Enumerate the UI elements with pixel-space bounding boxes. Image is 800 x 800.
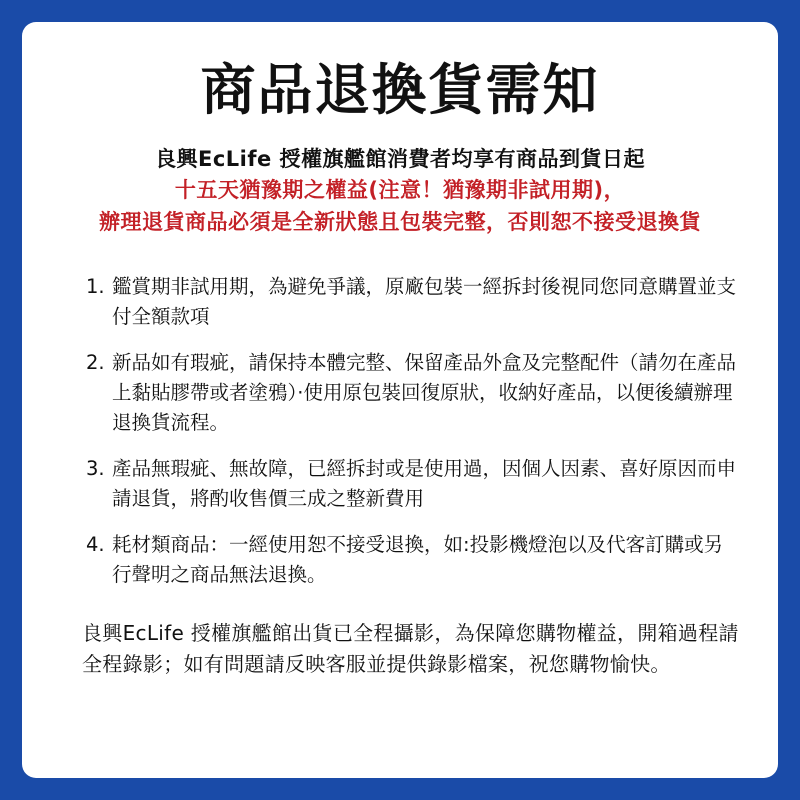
notice-content <box>22 22 778 778</box>
list-item-number: 1. <box>86 275 105 299</box>
list-item-text: 鑑賞期非試用期，為避免爭議，原廠包裝一經拆封後視同您同意購置並支付全額款項 <box>112 275 737 328</box>
subtitle-line-1: 良興EcLife 授權旗艦館消費者均享有商品到貨日起 <box>154 146 646 171</box>
subtitle-block <box>52 144 748 239</box>
notice-card <box>22 22 778 778</box>
list-item-text: 耗材類商品：一經使用恕不接受退換，如:投影機燈泡以及代客訂購或另行聲明之商品無法退換。 <box>112 533 724 587</box>
list-item-number: 4. <box>86 533 105 557</box>
list-item-text: 產品無瑕疵、無故障，已經拆封或是使用過，因個人因素、喜好原因而申請退貨，將酌收售價三成之整新費用 <box>112 457 737 510</box>
subtitle-line-2: 十五天猶豫期之權益(注意！猶豫期非試用期)， <box>174 178 626 203</box>
list-item <box>86 530 742 589</box>
list-item-number: 3. <box>86 457 105 481</box>
list-item-number: 2. <box>86 351 105 375</box>
list-item-text: 新品如有瑕疵，請保持本體完整、保留產品外盒及完整配件（請勿在產品上黏貼膠帶或者塗鴉）·使用原包裝回復原狀，收納好產品，以便後續辦理退換貨流程。 <box>112 351 737 434</box>
subtitle-line-3: 辦理退貨商品必須是全新狀態且包裝完整，否則恕不接受退換貨 <box>99 209 701 234</box>
list-item <box>86 454 742 513</box>
list-item <box>86 348 742 437</box>
footer-note: 良興EcLife 授權旗艦館出貨已全程攝影，為保障您購物權益，開箱過程請全程錄影；如有問題請反映客服並提供錄影檔案，祝您購物愉快。 <box>82 620 739 676</box>
list-item <box>86 272 742 331</box>
notice-list <box>52 272 748 590</box>
page-title: 商品退換貨需知 <box>200 58 600 122</box>
